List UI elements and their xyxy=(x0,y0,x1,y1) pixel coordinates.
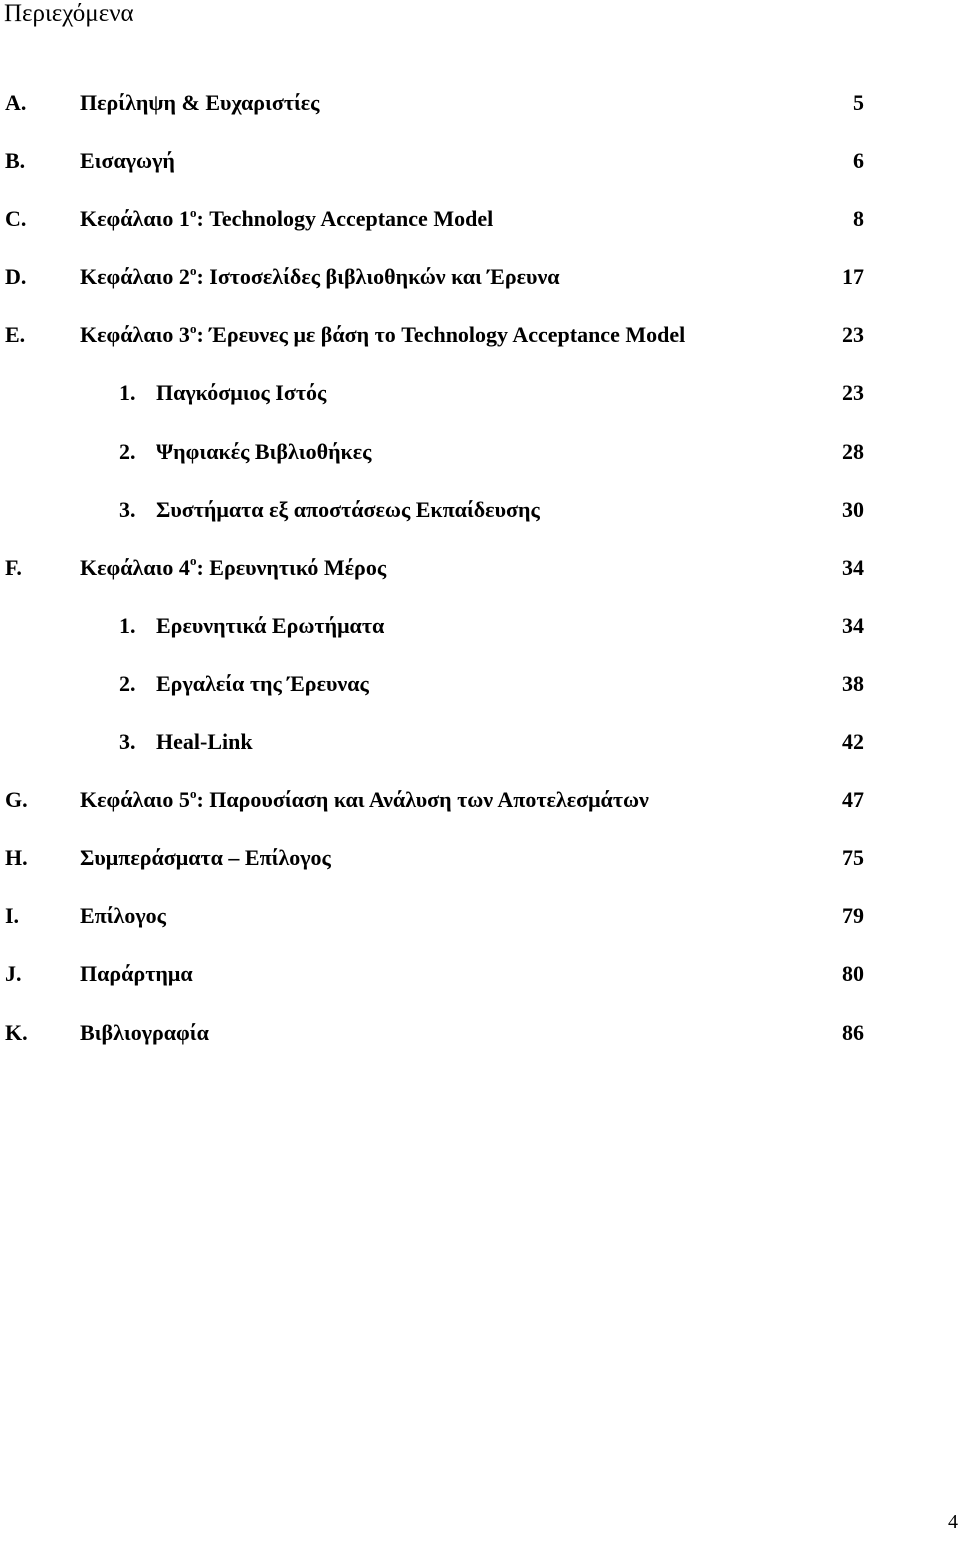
chapter-name: Κεφάλαιο 1 xyxy=(80,206,190,232)
toc-entry-letter: E. xyxy=(5,322,26,348)
toc-entry-letter: D. xyxy=(5,264,27,290)
ordinal-superscript: ο xyxy=(189,262,197,278)
toc-entry-page: 6 xyxy=(853,148,864,174)
toc-subentry-title: Ψηφιακές Βιβλιοθήκες xyxy=(156,438,372,464)
toc-entry-page: 86 xyxy=(842,1019,864,1045)
toc-entry-title xyxy=(80,263,560,291)
chapter-subtitle: : Ερευνητικό Μέρος xyxy=(196,554,387,580)
toc-entry-b[interactable] xyxy=(0,144,960,202)
toc-entry-title xyxy=(80,205,493,233)
chapter-subtitle: : Technology Acceptance Model xyxy=(196,206,494,232)
page-title: Περιεχόμενα xyxy=(4,0,134,27)
toc-entry-page: 79 xyxy=(842,903,864,929)
toc-subentry-f2[interactable] xyxy=(0,667,960,725)
toc-entry-title: Βιβλιογραφία xyxy=(80,1019,209,1045)
toc-entry-page: 34 xyxy=(842,612,864,638)
toc-entry-title: Επίλογος xyxy=(80,903,166,929)
toc-subentry-title: Heal-Link xyxy=(156,729,253,755)
toc-entry-letter: G. xyxy=(5,787,28,813)
toc-entry-page: 75 xyxy=(842,845,864,871)
toc-subentry-number: 2. xyxy=(119,670,136,696)
toc-subentry-title: Παγκόσμιος Ιστός xyxy=(156,380,327,406)
toc-entry-page: 8 xyxy=(853,206,864,232)
chapter-name: Κεφάλαιο 5 xyxy=(80,787,190,813)
toc-entry-title: Παράρτημα xyxy=(80,961,193,987)
toc-entry-letter: H. xyxy=(5,845,28,871)
toc-entry-page: 80 xyxy=(842,961,864,987)
toc-entry-page: 47 xyxy=(842,787,864,813)
toc-subentry-title: Συστήματα εξ αποστάσεως Εκπαίδευσης xyxy=(156,496,540,522)
table-of-contents xyxy=(0,86,960,1074)
ordinal-superscript: ο xyxy=(189,204,197,220)
toc-subentry-title: Ερευνητικά Ερωτήματα xyxy=(156,612,385,638)
toc-subentry-f3[interactable] xyxy=(0,725,960,783)
toc-subentry-e1[interactable] xyxy=(0,376,960,434)
toc-subentry-title: Εργαλεία της Έρευνας xyxy=(156,670,369,696)
toc-entry-letter: J. xyxy=(5,961,22,987)
toc-entry-e[interactable] xyxy=(0,318,960,376)
toc-entry-page: 23 xyxy=(842,322,864,348)
toc-subentry-number: 1. xyxy=(119,380,136,406)
toc-entry-title xyxy=(80,786,649,814)
toc-entry-f[interactable] xyxy=(0,551,960,609)
chapter-subtitle: : Παρουσίαση και Ανάλυση των Αποτελεσμάτων xyxy=(196,787,649,813)
toc-entry-page: 17 xyxy=(842,264,864,290)
toc-subentry-number: 1. xyxy=(119,612,136,638)
chapter-name: Κεφάλαιο 3 xyxy=(80,322,190,348)
toc-entry-page: 42 xyxy=(842,729,864,755)
chapter-name: Κεφάλαιο 2 xyxy=(80,264,190,290)
toc-entry-i[interactable] xyxy=(0,899,960,957)
toc-entry-page: 34 xyxy=(842,554,864,580)
toc-entry-g[interactable] xyxy=(0,783,960,841)
toc-entry-title: Περίληψη & Ευχαριστίες xyxy=(80,90,320,115)
toc-entry-title xyxy=(80,321,685,349)
toc-entry-letter: I. xyxy=(5,903,20,929)
toc-entry-page: 30 xyxy=(842,496,864,522)
ordinal-superscript: ο xyxy=(189,785,197,801)
chapter-name: Κεφάλαιο 4 xyxy=(80,554,190,580)
toc-entry-letter: C. xyxy=(5,206,27,232)
toc-subentry-e2[interactable] xyxy=(0,435,960,493)
toc-entry-d[interactable] xyxy=(0,260,960,318)
toc-entry-letter: F. xyxy=(5,554,22,580)
toc-entry-h[interactable] xyxy=(0,841,960,899)
toc-entry-c[interactable] xyxy=(0,202,960,260)
toc-subentry-number: 3. xyxy=(119,729,136,755)
toc-subentry-e3[interactable] xyxy=(0,493,960,551)
toc-entry-letter: A. xyxy=(5,90,27,115)
toc-entry-letter: K. xyxy=(5,1019,28,1045)
toc-entry-title xyxy=(80,554,386,582)
toc-entry-j[interactable] xyxy=(0,957,960,1015)
chapter-subtitle: : Έρευνες με βάση το Technology Acceptance Model xyxy=(196,322,686,348)
toc-entry-page: 5 xyxy=(853,90,864,115)
toc-entry-page: 38 xyxy=(842,670,864,696)
ordinal-superscript: ο xyxy=(189,321,197,337)
ordinal-superscript: ο xyxy=(189,553,197,569)
toc-subentry-number: 2. xyxy=(119,438,136,464)
chapter-subtitle: : Ιστοσελίδες βιβλιοθηκών και Έρευνα xyxy=(196,264,560,290)
toc-entry-page: 23 xyxy=(842,380,864,406)
toc-entry-a[interactable] xyxy=(0,86,960,144)
toc-entry-title: Εισαγωγή xyxy=(80,148,175,174)
toc-subentry-f1[interactable] xyxy=(0,609,960,667)
page-number: 4 xyxy=(948,1511,958,1533)
toc-entry-page: 28 xyxy=(842,438,864,464)
toc-entry-letter: B. xyxy=(5,148,26,174)
toc-subentry-number: 3. xyxy=(119,496,136,522)
toc-entry-k[interactable] xyxy=(0,1016,960,1074)
toc-entry-title: Συμπεράσματα – Επίλογος xyxy=(80,845,331,871)
